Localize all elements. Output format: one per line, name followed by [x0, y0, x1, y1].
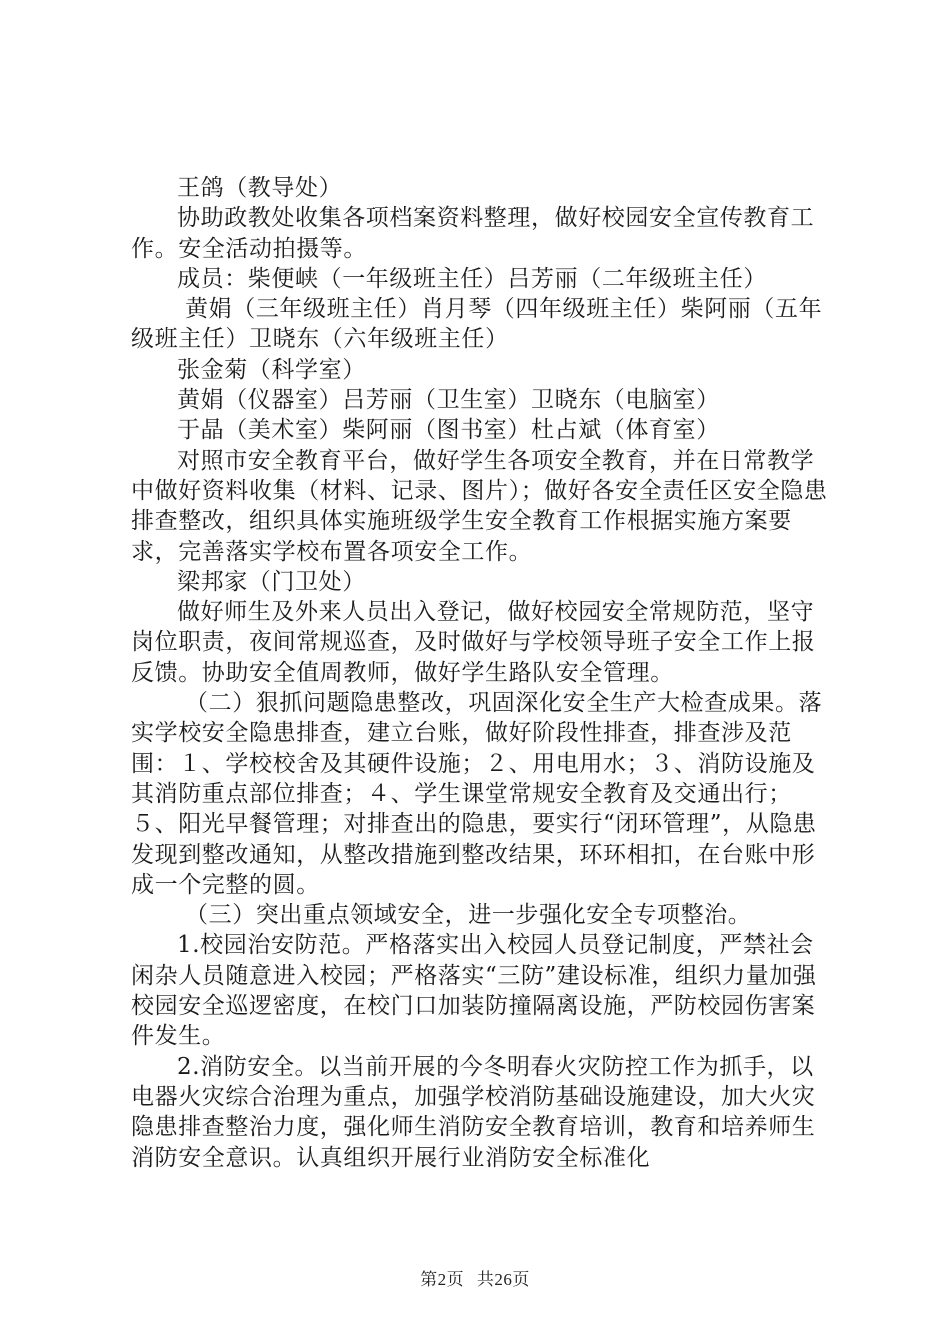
- paragraph-fire-safety: 2.消防安全。以当前开展的今冬明春火灾防控工作为抓手，以电器火灾综合治理为重点，加强学校消防基础设施建设，加大火灾隐患排查整治力度，强化师生消防安全教育培训，教育和培养师生消防安全意识。认真组织开展行业消防安全标准化: [131, 1053, 816, 1171]
- paragraph-science-room: 张金菊（科学室）: [177, 356, 366, 383]
- page-footer: [0, 1265, 950, 1290]
- paragraph-gatekeeper: 梁邦家（门卫处）: [177, 568, 366, 595]
- paragraph-campus-security: 1.校园治安防范。严格落实出入校园人员登记制度，严禁社会闲杂人员随意进入校园；严格落实“三防”建设标准，组织力量加强校园安全巡逻密度，在校门口加装防撞隔离设施，严防校园伤害案件发生。: [131, 932, 817, 1050]
- document-body: [131, 173, 831, 1173]
- page-total: 共26页: [476, 1270, 530, 1289]
- paragraph-gatekeeper-duty: 做好师生及外来人员出入登记，做好校园安全常规防范，坚守岗位职责，夜间常规巡查，及时做好与学校领导班子安全工作上报反馈。协助安全值周教师，做好学生路队安全管理。: [131, 599, 816, 686]
- paragraph-rooms-1: 黄娟（仪器室）吕芳丽（卫生室）卫晓东（电脑室）: [177, 387, 720, 414]
- paragraph-section-three: （三）突出重点领域安全，进一步强化安全专项整治。: [185, 902, 752, 929]
- paragraph-wang-ge-duty: 协助政教处收集各项档案资料整理，做好校园安全宣传教育工作。安全活动拍摄等。: [131, 205, 815, 262]
- paragraph-safety-platform: 对照市安全教育平台，做好学生各项安全教育，并在日常教学中做好资料收集（材料、记录、图片）；做好各安全责任区安全隐患排查整改，组织具体实施班级学生安全教育工作根据实施方案要求，完善落实学校布置各项安全工作。: [131, 447, 828, 565]
- paragraph-rooms-2: 于晶（美术室）柴阿丽（图书室）杜占斌（体育室）: [177, 417, 720, 444]
- paragraph-section-two: （二）狠抓问题隐患整改，巩固深化安全生产大检查成果。落实学校安全隐患排查，建立台账，做好阶段性排查，排查涉及范围：１、学校校舍及其硬件设施；２、用电用水；３、消防设施及其消防重点部位排查；４、学生课堂常规安全教育及交通出行；５、阳光早餐管理；对排查出的隐患，要实行“闭环管理”，从隐患发现到整改通知，从整改措施到整改结果，环环相扣，在台账中形成一个完整的圆。: [131, 690, 823, 898]
- page-number: 第2页: [420, 1270, 465, 1289]
- paragraph-members: 成员：柴便峡（一年级班主任）吕芳丽（二年级班主任）: [177, 265, 767, 292]
- paragraph-class-teachers: 黄娟（三年级班主任）肖月琴（四年级班主任）柴阿丽（五年级班主任）卫晓东（六年级班主任）: [131, 296, 823, 353]
- paragraph-wang-ge: 王鸽（教导处）: [177, 175, 343, 201]
